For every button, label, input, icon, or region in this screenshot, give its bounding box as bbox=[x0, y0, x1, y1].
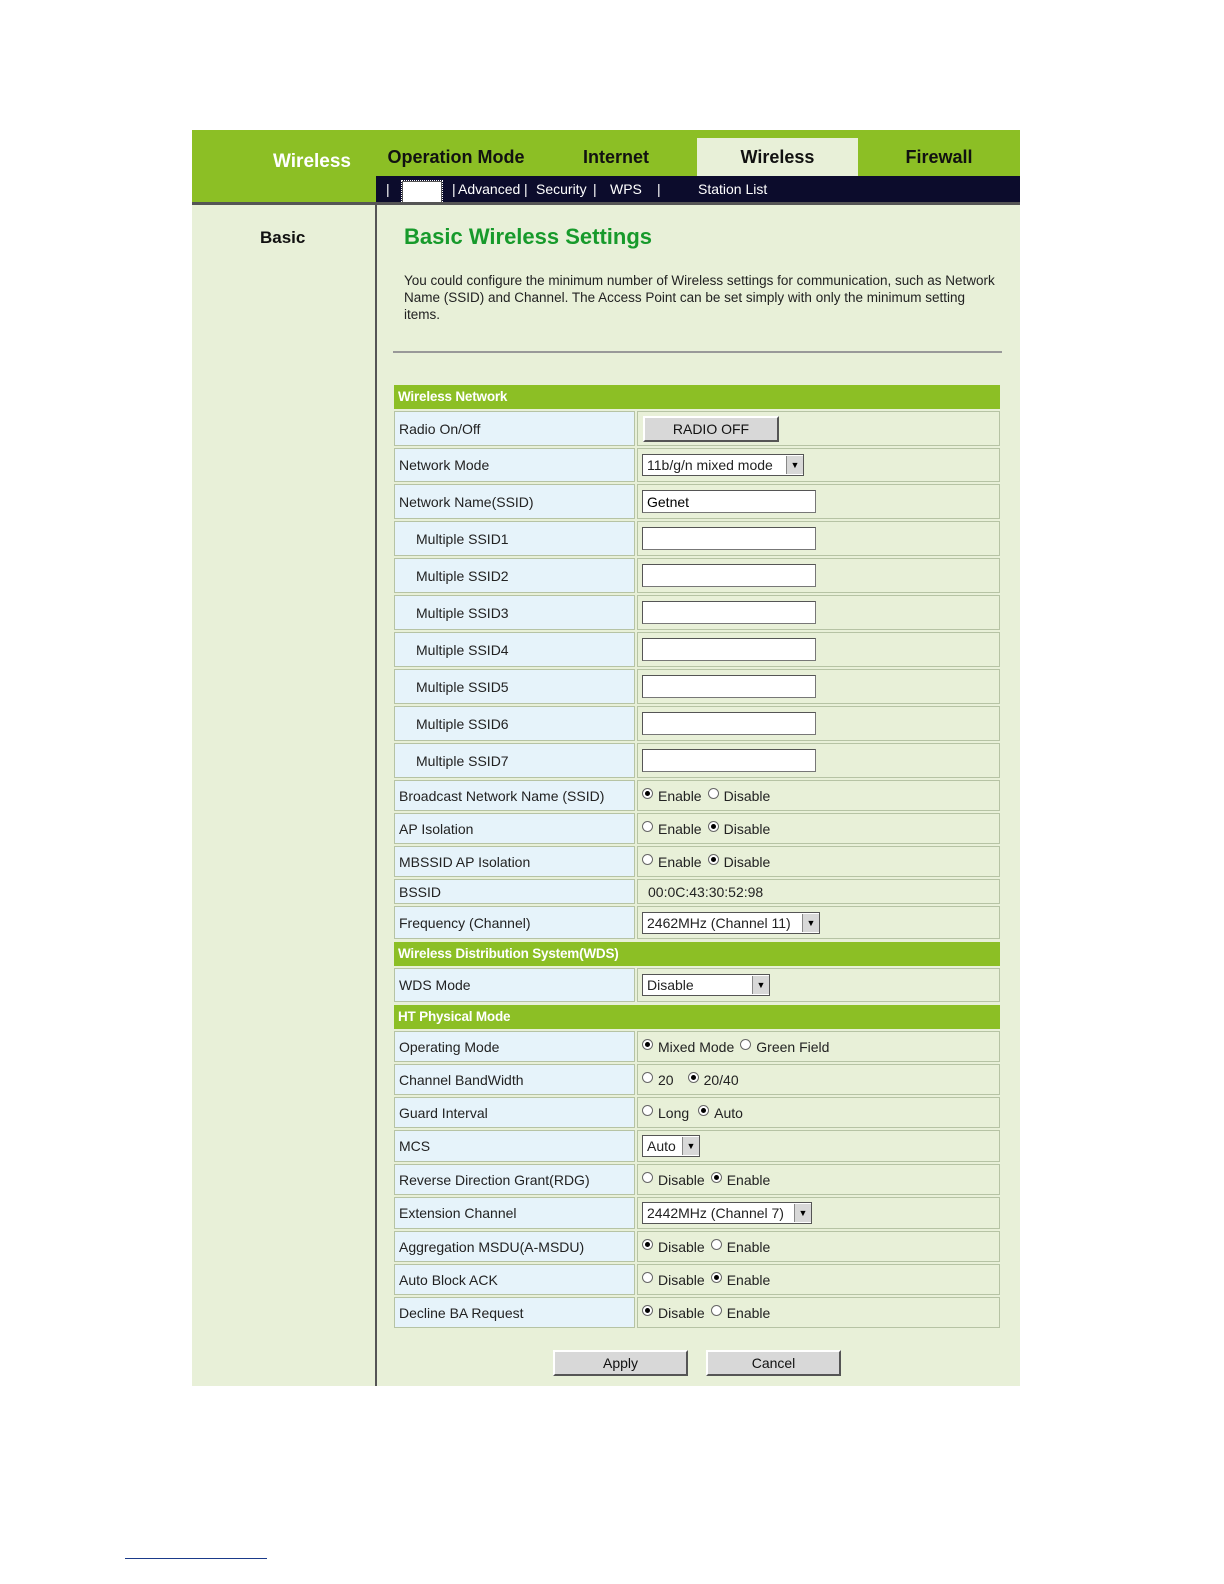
amsdu-enable-radio[interactable]: Enable bbox=[711, 1239, 771, 1255]
header-divider bbox=[192, 202, 1020, 205]
row-rdg bbox=[394, 1164, 1000, 1195]
mcs-select[interactable]: Auto ▼ bbox=[642, 1135, 700, 1157]
radio-dot-icon bbox=[642, 1072, 653, 1083]
broadcast-disable-radio[interactable]: Disable bbox=[708, 788, 771, 804]
dropdown-arrow-icon: ▼ bbox=[786, 456, 803, 474]
row-auto-ba bbox=[394, 1264, 1000, 1295]
radio-dot-icon bbox=[642, 854, 653, 865]
bandwidth-label: Channel BandWidth bbox=[394, 1064, 635, 1095]
bandwidth-2040-radio[interactable]: 20/40 bbox=[688, 1072, 739, 1088]
ssid-input[interactable] bbox=[642, 490, 816, 513]
radio-dot-icon bbox=[708, 821, 719, 832]
mssid6-input[interactable] bbox=[642, 712, 816, 735]
radio-dot-icon bbox=[642, 1039, 653, 1050]
radio-dot-icon bbox=[642, 788, 653, 799]
mbssid-isolation-enable-radio[interactable]: Enable bbox=[642, 854, 702, 870]
mbssid-isolation-label: MBSSID AP Isolation bbox=[394, 846, 635, 877]
mssid7-label: Multiple SSID7 bbox=[394, 743, 635, 778]
ap-isolation-enable-radio[interactable]: Enable bbox=[642, 821, 702, 837]
auto-ba-label: Auto Block ACK bbox=[394, 1264, 635, 1295]
tab-wireless[interactable]: Wireless bbox=[697, 138, 858, 176]
top-bar bbox=[192, 130, 1020, 202]
radio-dot-icon bbox=[711, 1272, 722, 1283]
mssid1-input[interactable] bbox=[642, 527, 816, 550]
ap-isolation-label: AP Isolation bbox=[394, 813, 635, 844]
tab-operation-mode[interactable]: Operation Mode bbox=[387, 147, 525, 167]
brand-title: Wireless bbox=[273, 151, 351, 172]
broadcast-enable-radio[interactable]: Enable bbox=[642, 788, 702, 804]
mssid2-input[interactable] bbox=[642, 564, 816, 587]
bssid-label: BSSID bbox=[394, 879, 635, 904]
row-bssid bbox=[394, 879, 1000, 904]
radio-dot-icon bbox=[708, 788, 719, 799]
footnote-divider bbox=[125, 1558, 267, 1559]
row-mssid6 bbox=[394, 706, 1000, 741]
row-wds-mode bbox=[394, 968, 1000, 1002]
mssid2-label: Multiple SSID2 bbox=[394, 558, 635, 593]
row-extension-channel bbox=[394, 1197, 1000, 1229]
row-mssid2 bbox=[394, 558, 1000, 593]
mssid5-input[interactable] bbox=[642, 675, 816, 698]
mbssid-isolation-disable-radio[interactable]: Disable bbox=[708, 854, 771, 870]
tab-internet[interactable]: Internet bbox=[582, 147, 649, 167]
subnav-station-list[interactable]: Station List bbox=[698, 181, 768, 197]
frequency-select[interactable]: 2462MHz (Channel 11) ▼ bbox=[642, 912, 820, 934]
page-title: Basic Wireless Settings bbox=[404, 224, 653, 249]
mssid7-input[interactable] bbox=[642, 749, 816, 772]
radio-dot-icon bbox=[711, 1239, 722, 1250]
subnav-wps[interactable]: WPS bbox=[610, 181, 642, 197]
mssid5-label: Multiple SSID5 bbox=[394, 669, 635, 704]
wds-mode-label: WDS Mode bbox=[394, 968, 635, 1002]
mssid1-label: Multiple SSID1 bbox=[394, 521, 635, 556]
dropdown-arrow-icon: ▼ bbox=[752, 976, 769, 994]
row-operating-mode bbox=[394, 1031, 1000, 1062]
decline-ba-enable-radio[interactable]: Enable bbox=[711, 1305, 771, 1321]
network-mode-select[interactable]: 11b/g/n mixed mode ▼ bbox=[642, 454, 804, 476]
dropdown-arrow-icon: ▼ bbox=[802, 914, 819, 932]
decline-ba-label: Decline BA Request bbox=[394, 1297, 635, 1328]
cancel-button[interactable]: Cancel bbox=[706, 1350, 841, 1376]
frequency-label: Frequency (Channel) bbox=[394, 906, 635, 939]
wds-mode-select[interactable]: Disable ▼ bbox=[642, 974, 770, 996]
guard-auto-radio[interactable]: Auto bbox=[698, 1105, 743, 1121]
sidebar-item-basic[interactable]: Basic bbox=[260, 228, 306, 247]
bandwidth-20-radio[interactable]: 20 bbox=[642, 1072, 674, 1088]
row-mbssid-isolation bbox=[394, 846, 1000, 877]
row-ap-isolation bbox=[394, 813, 1000, 844]
row-network-mode bbox=[394, 448, 1000, 482]
guard-interval-label: Guard Interval bbox=[394, 1097, 635, 1128]
radio-dot-icon bbox=[642, 1305, 653, 1316]
radio-dot-icon bbox=[642, 1172, 653, 1183]
auto-ba-disable-radio[interactable]: Disable bbox=[642, 1272, 705, 1288]
row-mssid3 bbox=[394, 595, 1000, 630]
row-decline-ba bbox=[394, 1297, 1000, 1328]
row-guard-interval bbox=[394, 1097, 1000, 1128]
radio-dot-icon bbox=[642, 1272, 653, 1283]
section-wds: Wireless Distribution System(WDS) bbox=[394, 942, 1000, 966]
rdg-disable-radio[interactable]: Disable bbox=[642, 1172, 705, 1188]
ap-isolation-disable-radio[interactable]: Disable bbox=[708, 821, 771, 837]
row-ssid bbox=[394, 484, 1000, 519]
apply-button[interactable]: Apply bbox=[553, 1350, 688, 1376]
amsdu-label: Aggregation MSDU(A-MSDU) bbox=[394, 1231, 635, 1262]
radio-dot-icon bbox=[642, 821, 653, 832]
extension-channel-label: Extension Channel bbox=[394, 1197, 635, 1229]
subnav-advanced[interactable]: Advanced bbox=[458, 181, 521, 197]
mssid3-input[interactable] bbox=[642, 601, 816, 624]
subnav-basic[interactable]: Basic bbox=[402, 181, 442, 203]
row-mcs bbox=[394, 1130, 1000, 1162]
radio-onoff-label: Radio On/Off bbox=[394, 411, 635, 446]
row-mssid4 bbox=[394, 632, 1000, 667]
row-mssid5 bbox=[394, 669, 1000, 704]
page-description: You could configure the minimum number of Wireless settings for communication, such as Network Name (SSID) and Channel. The Access Point can be set simply with only the minimum setting items. bbox=[404, 273, 995, 322]
guard-long-radio[interactable]: Long bbox=[642, 1105, 689, 1121]
section-wireless-network: Wireless Network bbox=[394, 385, 1000, 409]
mssid6-label: Multiple SSID6 bbox=[394, 706, 635, 741]
auto-ba-enable-radio[interactable]: Enable bbox=[711, 1272, 771, 1288]
row-mssid1 bbox=[394, 521, 1000, 556]
amsdu-disable-radio[interactable]: Disable bbox=[642, 1239, 705, 1255]
extension-channel-select[interactable]: 2442MHz (Channel 7) ▼ bbox=[642, 1202, 812, 1224]
rdg-label: Reverse Direction Grant(RDG) bbox=[394, 1164, 635, 1195]
mssid4-input[interactable] bbox=[642, 638, 816, 661]
tab-firewall[interactable]: Firewall bbox=[905, 147, 973, 167]
ssid-label: Network Name(SSID) bbox=[394, 484, 635, 519]
mixed-mode-radio[interactable]: Mixed Mode bbox=[642, 1039, 734, 1055]
mssid3-label: Multiple SSID3 bbox=[394, 595, 635, 630]
sub-navigation: | Basic | Advanced | Security | WPS | Station List bbox=[376, 176, 1020, 202]
dropdown-arrow-icon: ▼ bbox=[682, 1137, 699, 1155]
bssid-value: 00:0C:43:30:52:98 bbox=[637, 879, 1000, 904]
green-field-radio[interactable]: Green Field bbox=[740, 1039, 829, 1055]
sidebar-divider bbox=[375, 205, 377, 1386]
mssid4-label: Multiple SSID4 bbox=[394, 632, 635, 667]
radio-dot-icon bbox=[708, 854, 719, 865]
subnav-security[interactable]: Security bbox=[536, 181, 587, 197]
row-bandwidth bbox=[394, 1064, 1000, 1095]
row-broadcast bbox=[394, 780, 1000, 811]
mcs-label: MCS bbox=[394, 1130, 635, 1162]
rdg-enable-radio[interactable]: Enable bbox=[711, 1172, 771, 1188]
broadcast-label: Broadcast Network Name (SSID) bbox=[394, 780, 635, 811]
network-mode-label: Network Mode bbox=[394, 448, 635, 482]
radio-dot-icon bbox=[711, 1305, 722, 1316]
router-admin-frame bbox=[192, 130, 1020, 1386]
radio-dot-icon bbox=[711, 1172, 722, 1183]
content-divider bbox=[393, 351, 1002, 353]
radio-dot-icon bbox=[740, 1039, 751, 1050]
row-frequency bbox=[394, 906, 1000, 939]
radio-dot-icon bbox=[642, 1105, 653, 1116]
decline-ba-disable-radio[interactable]: Disable bbox=[642, 1305, 705, 1321]
dropdown-arrow-icon: ▼ bbox=[794, 1204, 811, 1222]
operating-mode-label: Operating Mode bbox=[394, 1031, 635, 1062]
row-amsdu bbox=[394, 1231, 1000, 1262]
radio-dot-icon bbox=[688, 1072, 699, 1083]
section-ht-physical-mode: HT Physical Mode bbox=[394, 1005, 1000, 1029]
radio-off-button[interactable]: RADIO OFF bbox=[643, 416, 779, 442]
row-mssid7 bbox=[394, 743, 1000, 778]
radio-dot-icon bbox=[642, 1239, 653, 1250]
radio-dot-icon bbox=[698, 1105, 709, 1116]
row-radio bbox=[394, 411, 1000, 446]
